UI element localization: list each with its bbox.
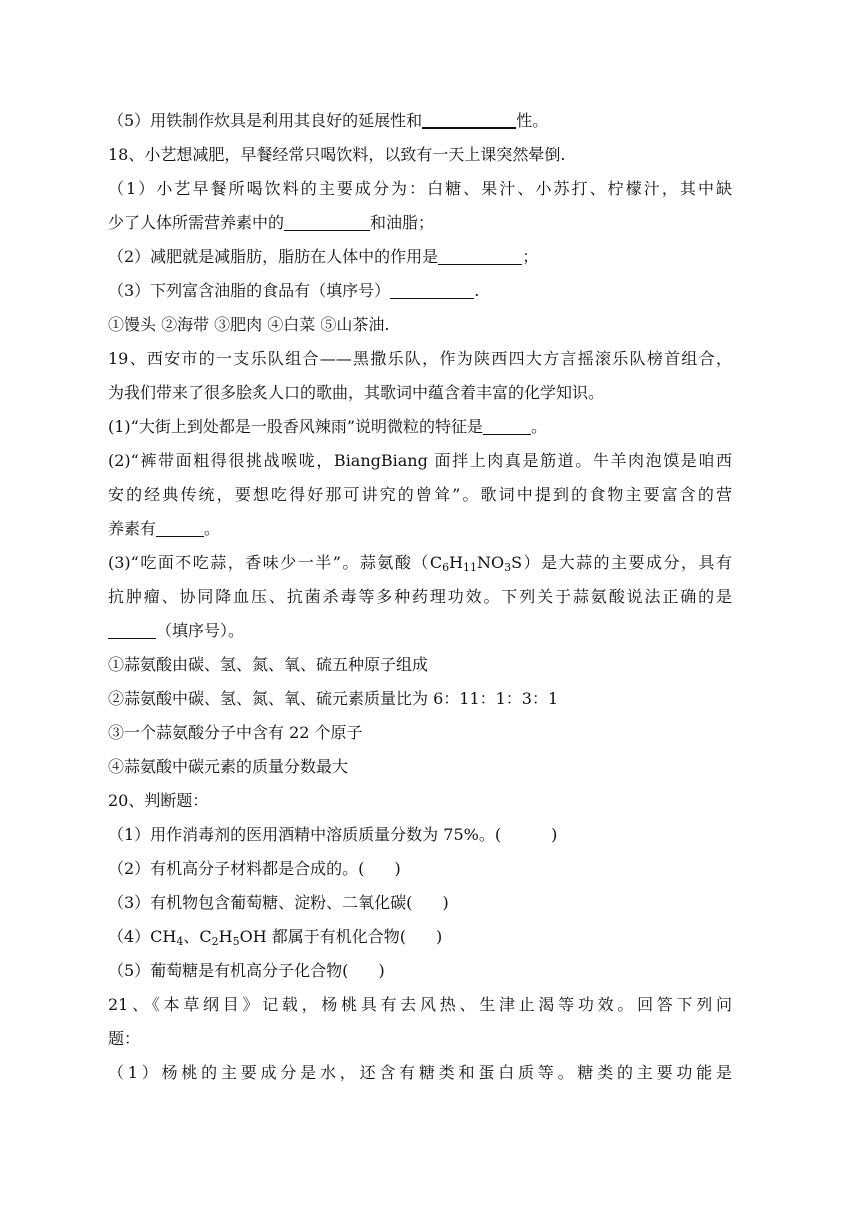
q19-stem-line2: 为我们带来了很多脍炙人口的歌曲，其歌词中蕴含着丰富的化学知识。 (108, 383, 605, 402)
answer-blank[interactable] (108, 620, 156, 639)
q21-item1-line1: （1）杨桃的主要成分是水，还含有糖类和蛋白质等。糖类的主要功能是 (108, 1063, 732, 1082)
q18-item1-line1: （1）小艺早餐所喝饮料的主要成分为：白糖、果汁、小苏打、柠檬汁，其中缺 (108, 179, 732, 198)
q19-item3-line2: 抗肿瘤、协同降血压、抗菌杀毒等多种药理功效。下列关于蒜氨酸说法正确的是 (108, 587, 732, 606)
answer-blank[interactable] (284, 212, 370, 231)
q19-option-4: ④蒜氨酸中碳元素的质量分数最大 (108, 757, 349, 776)
q20-item2: （2）有机高分子材料都是合成的。( ) (108, 859, 401, 878)
q20-item5: （5）葡萄糖是有机高分子化合物( ) (108, 961, 385, 980)
q18-item1-line2: 少了人体所需营养素中的 和油脂； (108, 213, 435, 232)
q19-option-2: ②蒜氨酸中碳、氢、氮、氧、硫元素质量比为 6：11：1：3：1 (108, 689, 559, 708)
q19-option-3: ③一个蒜氨酸分子中含有 22 个原子 (108, 723, 363, 742)
q18-stem: 18、小艺想减肥，早餐经常只喝饮料，以致有一天上课突然晕倒. (108, 145, 566, 164)
answer-blank[interactable] (156, 518, 204, 537)
q19-item3-line3: （填序号）。 (108, 614, 732, 648)
answer-blank[interactable] (422, 109, 516, 129)
q20-item4: $(4)CH_4$、$C_2H_5OH$ 都属于有机化合物( ) (108, 927, 443, 948)
q19-item2-line3: 养素有 。 (108, 519, 221, 538)
q20-item1: （1）用作消毒剂的医用酒精中溶质质量分数为 75%。( ) (108, 825, 558, 844)
q20-stem: 20、判断题： (108, 791, 209, 810)
q19-item2-line2: 安的经典传统，要想吃得好那可讲究的曾耸”。歌词中提到的食物主要富含的营 (108, 485, 732, 504)
answer-blank[interactable] (483, 416, 531, 435)
q19-stem-line1: 19、西安市的一支乐队组合——黑撒乐队，作为陕西四大方言摇滚乐队榜首组合， (108, 349, 732, 368)
q21-stem-line1: 21、《本草纲目》记载，杨桃具有去风热、生津止渴等功效。回答下列问 (108, 995, 732, 1014)
answer-blank[interactable] (390, 280, 474, 299)
q18-options: ①馒头 ②海带 ③肥肉 ④白菜 ⑤山茶油. (108, 315, 390, 334)
answer-blank[interactable] (438, 246, 522, 265)
q19-item2-line1: (2)“裤带面粗得很挑战喉咙，BiangBiang 面拌上肉真是筋道。牛羊肉泡馍是咱西 (108, 451, 732, 470)
q19-option-1: ①蒜氨酸由碳、氢、氮、氧、硫五种原子组成 (108, 655, 429, 674)
q19-item3-line1: (3)“吃面不吃蒜，香味少一半”。蒜氨酸$(C_6H_{11}NO_3S)$是大蒜的主要成分，具有 (108, 553, 732, 574)
q18-item3: （3）下列富含油脂的食品有（填序号） . (108, 281, 480, 300)
q20-item3: （3）有机物包含葡萄糖、淀粉、二氧化碳( ) (108, 893, 449, 912)
q17-item5: （5）用铁制作炊具是利用其良好的延展性和 性。 (108, 111, 549, 130)
q21-stem-line2: 题： (108, 1029, 141, 1048)
exam-page (108, 104, 732, 1090)
q19-item1: (1)“大街上到处都是一股香风辣雨”说明微粒的特征是 。 (108, 417, 548, 436)
q18-item2: （2）减肥就是减脂肪，脂肪在人体中的作用是 ； (108, 247, 539, 266)
